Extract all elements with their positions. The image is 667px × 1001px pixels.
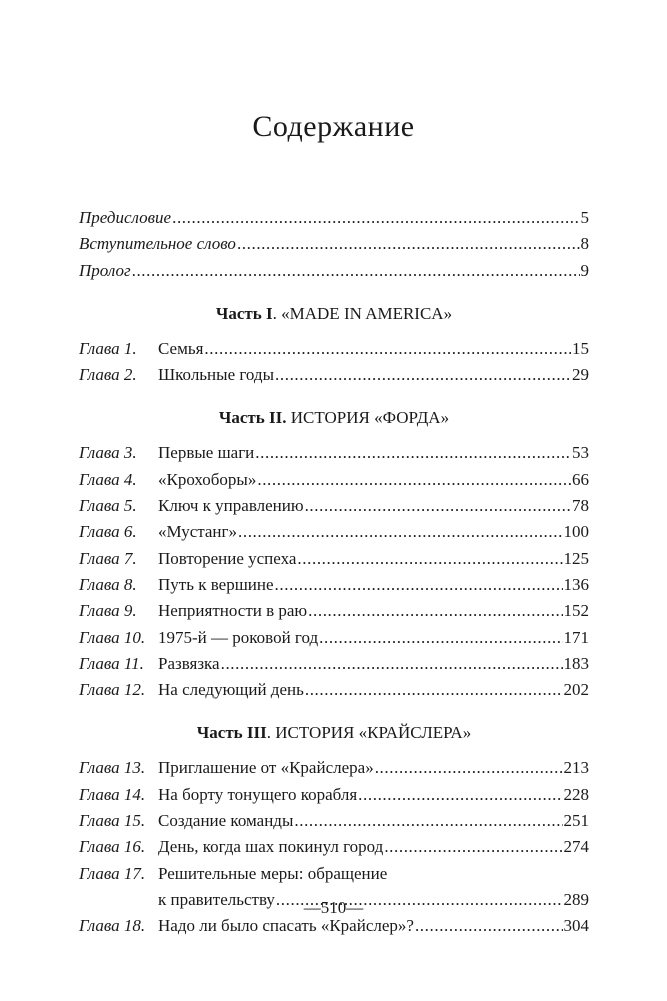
leader-dots [275,572,563,598]
chapter-title: Путь к вершине [158,574,274,594]
toc-chapter[interactable] [79,440,589,466]
toc-page-number: 213 [563,758,589,778]
toc-chapter[interactable] [79,755,589,781]
chapter-title: Школьные годы [158,365,275,385]
leader-dots [358,782,562,808]
chapter-number: Глава 13. [79,758,146,778]
toc-chapter[interactable] [79,336,589,362]
toc-chapter[interactable] [79,834,589,860]
chapter-title: Решительные меры: обращение [158,863,388,883]
toc-chapter[interactable] [79,467,589,493]
chapter-number: Глава 16. [79,837,146,857]
leader-dots [257,467,571,493]
toc-page-number: 53 [572,443,589,463]
chapter-number: Глава 12. [79,680,146,700]
toc-chapter[interactable] [79,546,589,572]
leader-dots [238,519,563,545]
chapter-number: Глава 8. [79,574,137,594]
toc-page-number: 29 [572,365,589,385]
chapter-number: Глава 7. [79,548,137,568]
toc-page-number: 66 [572,469,589,489]
toc-chapter[interactable] [79,782,589,808]
toc-chapter[interactable] [79,598,589,624]
page-number-footer: —510— [303,898,364,917]
part-heading-1[interactable] [79,284,589,336]
leader-dots [172,205,579,231]
toc-chapter[interactable] [79,493,589,519]
toc-chapter[interactable] [79,519,589,545]
chapter-title: Надо ли было спасать «Крайслер»? [158,915,414,935]
chapter-number: Глава 3. [79,443,137,463]
toc-page-number: 125 [563,548,589,568]
toc-chapter[interactable] [79,651,589,677]
leader-dots [308,598,562,624]
chapter-number: Глава 11. [79,653,144,673]
chapter-number: Глава 9. [79,601,137,621]
leader-dots [375,755,563,781]
chapter-number: Глава 15. [79,811,146,831]
part-title: ИСТОРИЯ «ФОРДА» [286,408,450,428]
toc-page-number: 228 [563,784,589,804]
table-of-contents [79,205,589,939]
toc-entry-label: Вступительное слово [79,234,236,254]
chapter-title: Первые шаги [158,443,255,463]
toc-chapter[interactable] [79,808,589,834]
toc-page-number: 136 [563,574,589,594]
toc-entry-label: Предисловие [79,208,172,227]
chapter-title: На следующий день [158,680,304,700]
toc-entry-prologue[interactable] [79,258,589,284]
toc-page-number: 202 [563,680,589,700]
leader-dots [297,546,562,572]
chapter-number: Глава 10. [79,627,146,647]
chapter-title: На борту тонущего корабля [158,784,358,804]
chapter-title: 1975-й — роковой год [158,627,319,647]
leader-dots [255,440,571,466]
toc-page-number: 171 [563,627,589,647]
toc-page-number: 289 [563,889,589,909]
chapter-number: Глава 2. [79,365,137,385]
leader-dots [294,808,562,834]
chapter-number: Глава 14. [79,784,146,804]
chapter-title: Создание команды [158,811,294,831]
part-label: Часть II. [218,408,287,428]
leader-dots [319,625,562,651]
leader-dots [204,336,571,362]
leader-dots [132,258,580,284]
toc-chapter[interactable] [79,677,589,703]
toc-entry-preface[interactable] [79,205,589,231]
toc-page-number: 100 [563,522,589,542]
toc-page-number: 8 [580,234,589,254]
chapter-title: Приглашение от «Крайслера» [158,758,374,778]
chapter-number: Глава 4. [79,469,137,489]
part-heading-3[interactable] [79,703,589,755]
chapter-title: Неприятности в раю [158,601,308,621]
toc-entry-label: Пролог [79,260,131,280]
chapter-number: Глава 18. [79,915,146,935]
part-title: . «MADE IN AMERICA» [272,303,453,323]
chapter-title: Развязка [158,653,220,673]
toc-chapter[interactable] [79,572,589,598]
part-label: Часть I [215,303,273,323]
toc-page-number: 304 [563,915,589,935]
chapter-title: «Крохоборы» [158,469,257,489]
toc-page-number: 152 [563,601,589,621]
part-label: Часть III [196,723,267,743]
chapter-title: Повторение успеха [158,548,297,568]
chapter-number: Глава 1. [79,338,137,358]
chapter-title-continued: к правительству [158,889,275,909]
chapter-number: Глава 17. [79,863,146,883]
toc-entry-introduction[interactable] [79,231,589,257]
chapter-number: Глава 6. [79,522,137,542]
leader-dots [305,493,571,519]
toc-chapter[interactable] [79,362,589,388]
part-heading-2[interactable] [79,388,589,440]
chapter-number: Глава 5. [79,496,137,516]
chapter-title: Ключ к управлению [158,496,304,516]
part-title: . ИСТОРИЯ «КРАЙСЛЕРА» [266,723,472,743]
page-title: Содержание [252,110,415,143]
chapter-title: День, когда шах покинул город [158,837,384,857]
leader-dots [384,834,562,860]
toc-page-number: 9 [580,260,589,280]
chapter-title: «Мустанг» [158,522,237,542]
toc-chapter[interactable] [79,625,589,651]
leader-dots [237,231,580,257]
leader-dots [275,362,571,388]
toc-page-number: 274 [563,837,589,857]
toc-page-number: 78 [572,496,589,516]
toc-page-number: 183 [563,653,589,673]
chapter-title: Семья [158,338,204,358]
leader-dots [305,677,563,703]
toc-page-number: 15 [572,338,589,358]
toc-page-number: 5 [580,208,589,227]
toc-page-number: 251 [563,811,589,831]
leader-dots [221,651,563,677]
